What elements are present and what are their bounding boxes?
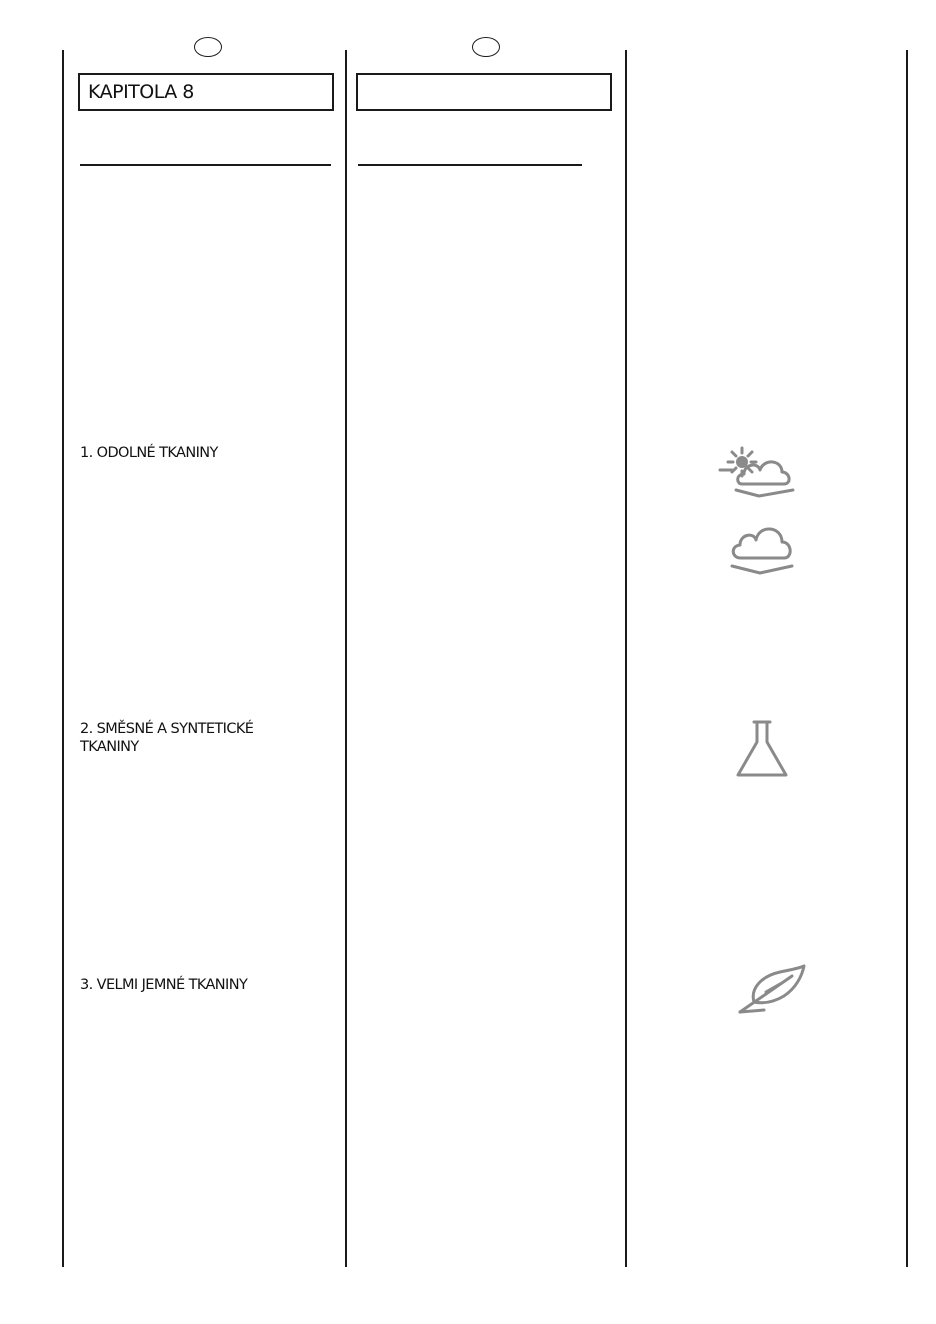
heading-rule-middle bbox=[358, 164, 582, 166]
section-heading-3: 3. VELMI JEMNÉ TKANINY bbox=[80, 977, 248, 993]
language-marker-left bbox=[194, 37, 222, 57]
section-heading-2: 2. SMĚSNÉ A SYNTETICKÉ TKANINY bbox=[80, 721, 254, 755]
column-divider-middle bbox=[345, 50, 347, 1267]
language-marker-middle bbox=[472, 37, 500, 57]
chapter-title: KAPITOLA 8 bbox=[88, 81, 194, 103]
section-heading-1: 1. ODOLNÉ TKANINY bbox=[80, 445, 218, 461]
heading-rule-left bbox=[80, 164, 331, 166]
flask-icon bbox=[734, 718, 790, 780]
column-divider-right bbox=[625, 50, 627, 1267]
chapter-title-box-middle bbox=[356, 73, 612, 111]
column-divider-far-right bbox=[906, 50, 908, 1267]
cloud-icon bbox=[726, 518, 796, 576]
sun-cloud-icon bbox=[718, 440, 798, 502]
feather-icon bbox=[736, 962, 808, 1016]
column-divider-left bbox=[62, 50, 64, 1267]
chapter-title-box-left bbox=[78, 73, 334, 111]
